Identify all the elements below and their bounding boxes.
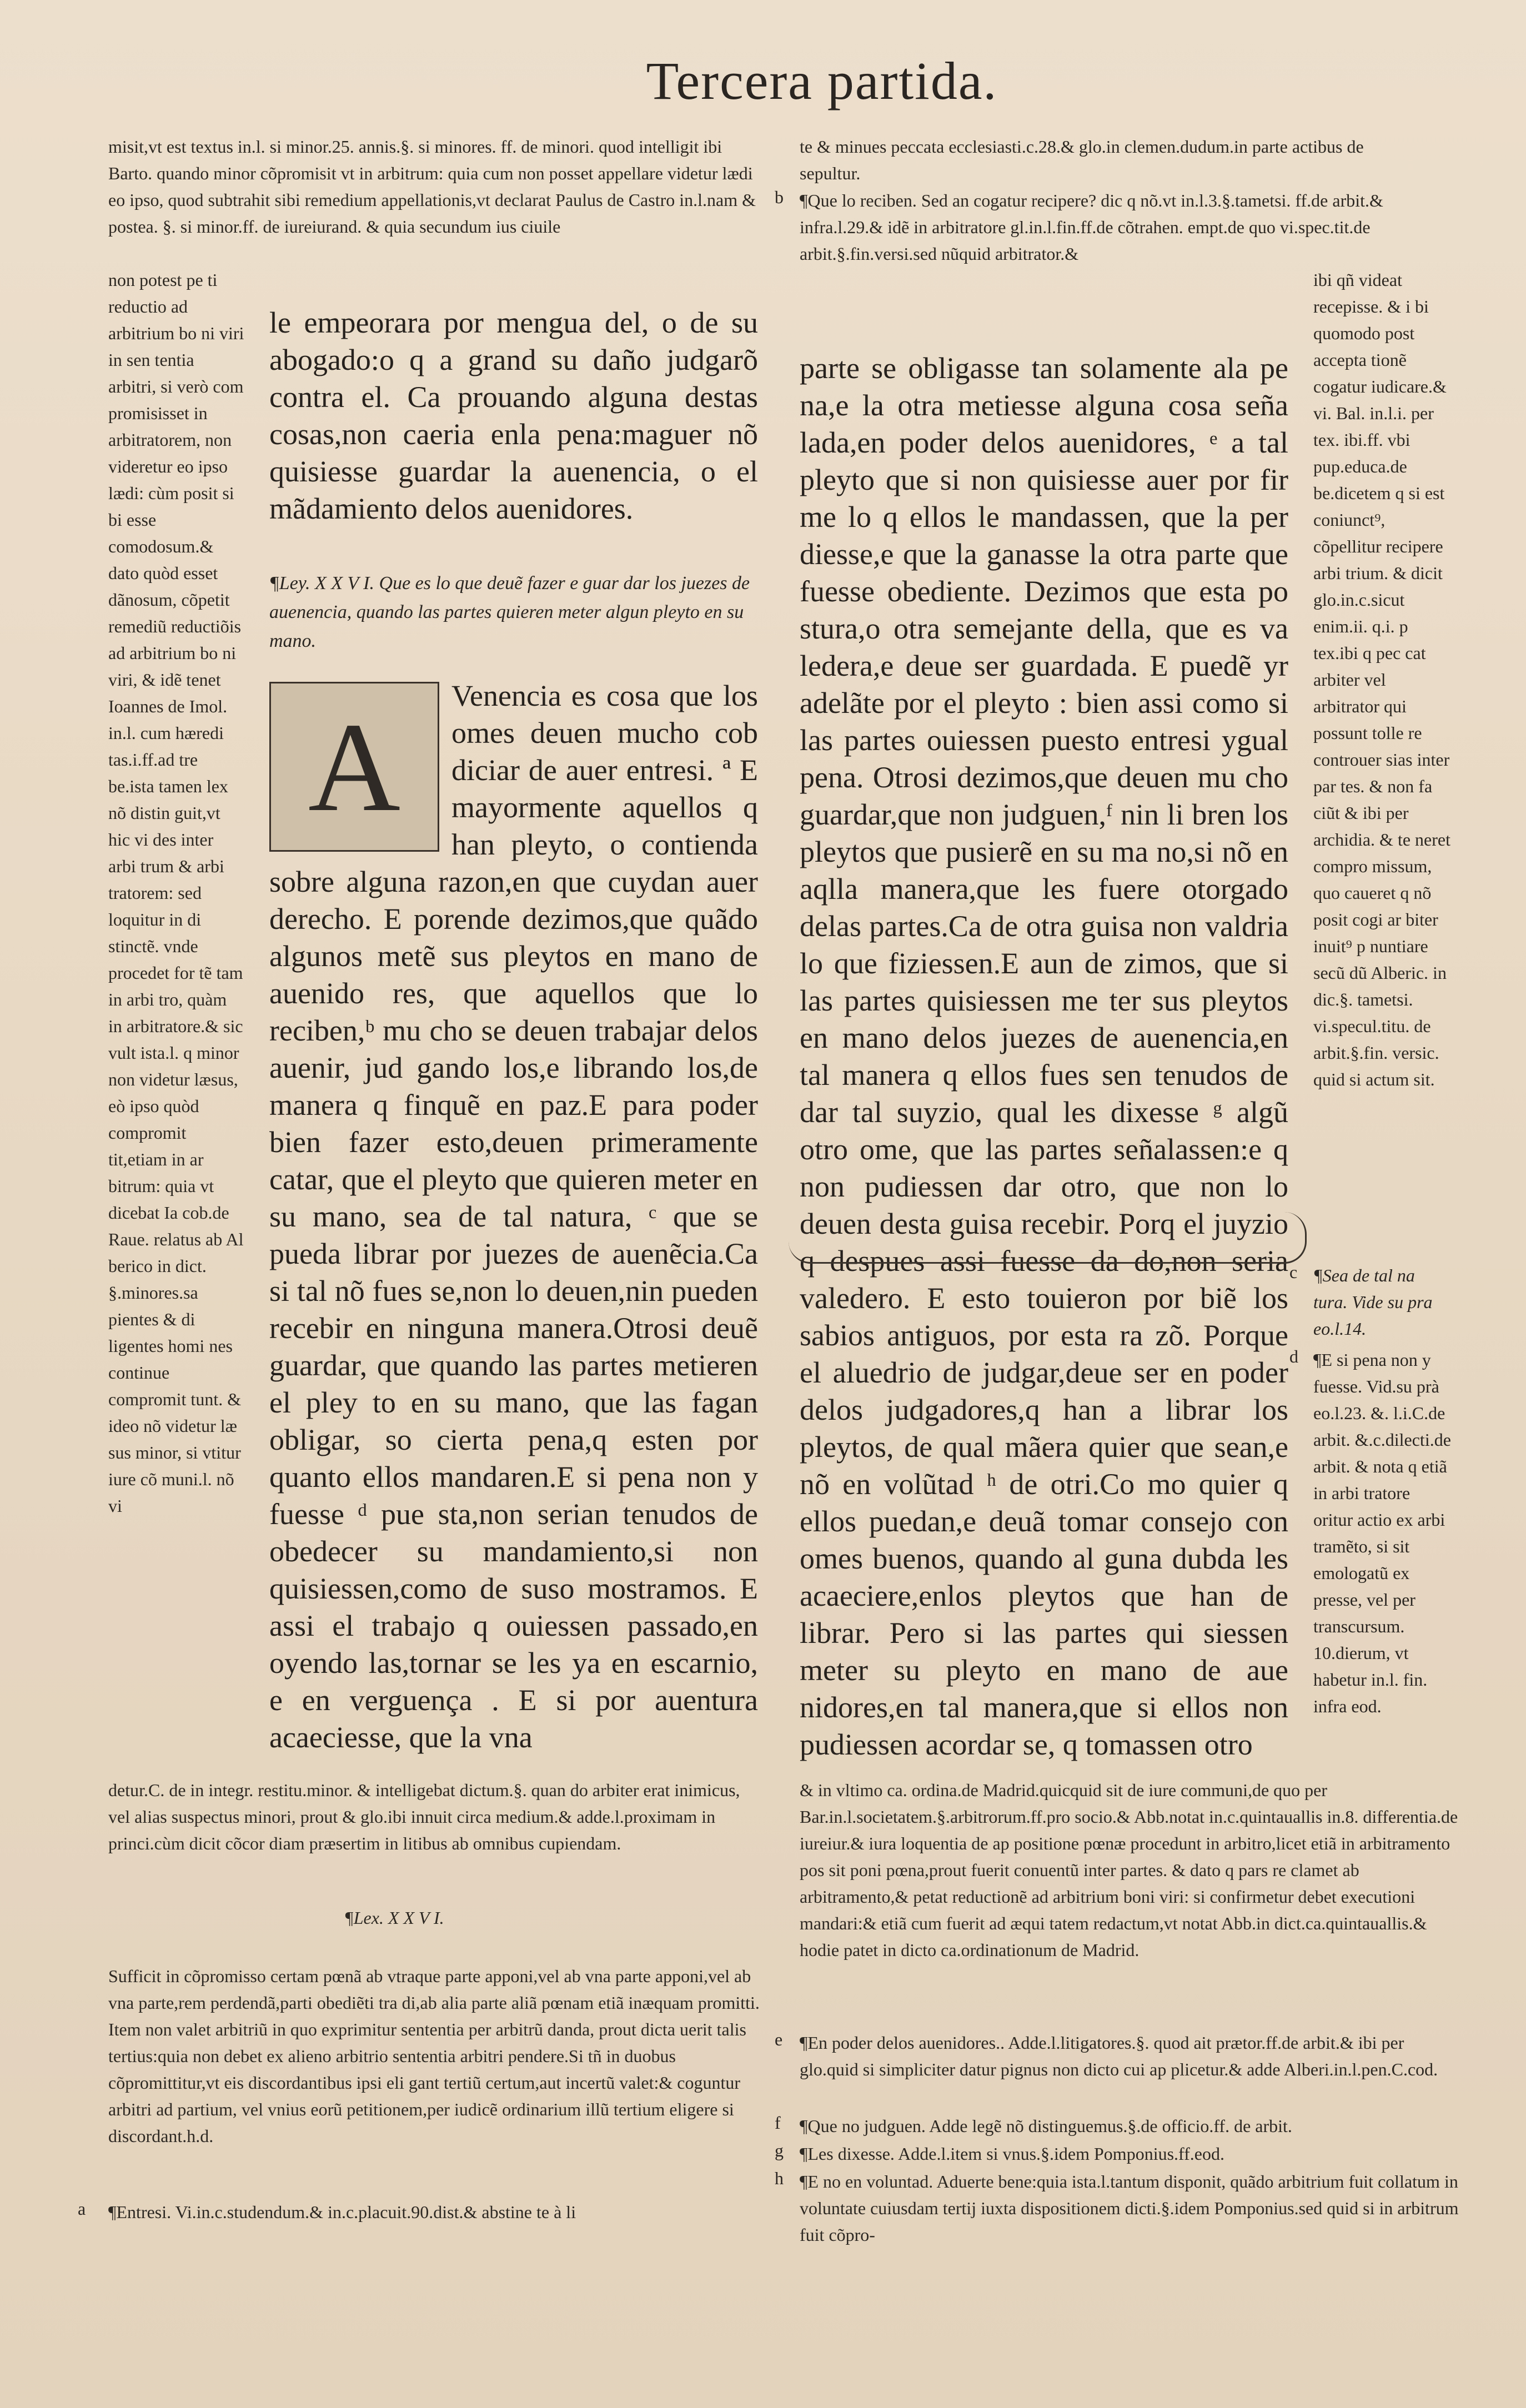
gloss-h-label: h [775,2168,784,2188]
ink-bracket-annotation [789,1212,1307,1264]
left-margin-gloss: non potest pe ti reductio ad arbitrium bo ni viri in sen tentia arbitri, si verò com promisisset in arbitratorem, non videretur eo ipso lædi: cùm posit si bi esse comodosum.& dato quòd esset dãnosum, cõpetit remediũ reductiõis ad arbitrium bo ni viri, & idẽ tenet Ioannes de Imol. in.l. cum hæredi tas.i.ff.ad tre be.ista tamen lex nõ distin guit,vt hic vi des inter arbi trum & arbi tratorem: sed loquitur in di stinctẽ. vnde procedet for tẽ tam in arbi tro, quàm in arbitratore.& sic vult ista.l. q minor non videtur læsus, eò ipso quòd compromit tit,etiam in ar bitrum: quia vt dicebat Ia cob.de Raue. relatus ab Al berico in dict. §.minores.sa pientes & di ligentes homi nes continue compromit tunt. & ideo nõ videtur læ sus minor, si vtitur iure cõ muni.l. nõ vi [108,270,244,1516]
main-text-right: parte se obligasse tan solamente ala pe na,e la otra metiesse alguna cosa seña lada,en poder delos auenidores, ᵉ a tal pleyto que si non quisiesse auer por fir me lo q ellos le mandassen, que la per diesse,e que la ganasse la otra parte que fuesse obediente. Dezimos que esta po stura,o otra semejante della, que es va ledera,e deue ser guardada. E puedẽ yr adelãte por el pleyto : bien assi como si las partes ouiessen puesto entresi ygual pena. Otrosi dezimos,que deuen mu cho guardar,que non judguen,ᶠ nin li bren los pleytos que pusierẽ en su ma no,si nõ en aqlla manera,que les fuere otorgado delas partes.Ca de otra guisa non valdria lo que fiziessen.E aun de zimos, que si las partes quisiessen me ter sus pleytos en mano delos juezes de auenencia,en tal manera q ellos fues sen tenudos de dar tal suyzio, qual les dixesse ᵍ algũ otro ome, que las partes señalassen:e q non pudiessen dar otro, que non lo deuen desta guisa recebir. Porq el juyzio q despues assi fuesse da do,non seria valedero. E esto touieron por biẽ los sabios antiguos, por esta ra zõ. Porque el aluedrio de judgar,deue ser en poder delos judgadores,q han a librar los pleytos, de qual mãera quier que sean,e nõ en volũtad ʰ de otri.Co mo quier q ellos puedan,e deuã tomar consejo con omes buenos, quando al guna dubda les acaeciere,enlos pleytos que han de librar. Pero si las partes qui siessen meter su pleyto en mano de aue nidores,en tal manera,que si ellos non pudiessen acordar se, q tomassen otro [800,351,1288,1761]
gloss-a: ¶Entresi. Vi.in.c.studendum.& in.c.placuit.90.dist.& abstine te à li [108,2202,576,2222]
top-gloss-right: te & minues peccata ecclesiasti.c.28.& glo.in clemen.dudum.in parte actibus de sepultur. [800,137,1364,183]
bottom-gloss-left-1: detur.C. de in integr. restitu.minor. & intelligebat dictum.§. quan do arbiter erat inimicus, vel alias suspectus minori, prout & glo.ibi innuit circa medium.& adde.l.proximam in princi.cùm dicit cõcor diam præsertim in litibus ab omnibus cupiendam. [108,1780,740,1853]
gloss-a-label: a [78,2199,86,2219]
gloss-f-label: f [775,2113,781,2133]
decorated-initial: A [269,682,439,852]
lex-label: ¶Lex. X X V I. [344,1908,444,1928]
gloss-g-label: g [775,2140,784,2160]
law-body-text: Venencia es cosa que los omes deuen mucho cob diciar de auer entresi. ª E mayormente aquellos q han pleyto, o contienda sobre alguna razon,en que cuydan auer derecho. E porende dezimos,que quãdo algunos metẽ sus pleytos en mano de auenido res, que aquellos que lo reciben,ᵇ mu cho se deuen trabajar delos auenir, jud gando los,e librando los,de manera q finquẽ en paz.E para poder bien fazer esto,deuen primeramente catar, que el pleyto que quieren meter en su mano, sea de tal natura, ᶜ que se pueda librar por juezes de auenẽcia.Ca si tal nõ fues se,non lo deuen,nin pueden recebir en ninguna manera.Otrosi deuẽ guardar, que quando las partes metieren el pley to en su mano, que las fagan obligar, so cierta pena,q esten por quanto ellos mandaren.E si pena non y fuesse ᵈ pue sta,non serian tenudos de obedecer su mandamiento,si non quisiessen,como de suso mostramos. E assi el trabajo q ouiessen passado,en oyendo las,tornar se les ya en escarnio, e en verguença . E si por auentura acaeciesse, que la vna [269,679,758,1754]
gloss-g: ¶Les dixesse. Adde.l.item si vnus.§.idem Pomponius.ff.eod. [800,2144,1224,2164]
margin-d-label: d [1289,1346,1298,1366]
gloss-b-label: b [775,187,784,207]
margin-note-d: ¶E si pena non y fuesse. Vid.su prà eo.l.23. &. l.i.C.de arbit. &.c.dilecti.de arbit. & nota q etiã in arbi tratore oritur actio ex arbi tramẽto, si sit emologatũ ex presse, vel per transcursum. 10.dierum, vt habetur in.l. fin. infra eod. [1313,1350,1451,1716]
gloss-e: ¶En poder delos auenidores.. Adde.l.litigatores.§. quod ait prætor.ff.de arbit.& ibi per glo.quid si simpliciter datur pignus non dicto cui ap plicetur.& adde Alberi.in.l.pen.C.cod. [800,2033,1438,2079]
gloss-b: ¶Que lo reciben. Sed an cogatur recipere? dic q nõ.vt in.l.3.§.tametsi. ff.de arbit.& infra.l.29.& idẽ in arbitratore gl.in.l.fin.ff.de cõtrahen. empt.de quo vi.spec.tit.de arbit.§.fin.versi.sed nũquid arbitrator.& [800,190,1383,264]
bottom-gloss-right-1: & in vltimo ca. ordina.de Madrid.quicquid sit de iure communi,de quo per Bar.in.l.societatem.§.arbitrorum.ff.pro socio.& Abb.notat in.c.quintauallis in.8. differentia.de iureiur.& iura loquentia de ap positione pœnæ procedunt in arbitro,licet etiã in arbitramento pos sit poni pœna,prout fuerit conuentũ inter partes. & dato q pars re clamet ab arbitramento,& petat reductionẽ ad arbitrium boni viri: si confirmetur debet executioni mandari:& etiã cum fuerit ad æqui tatem redactum,vt notat Abb.in dict.ca.quintauallis.& hodie patet in dicto ca.ordinationum de Madrid. [800,1780,1458,1960]
bottom-gloss-left-2: Sufficit in cõpromisso certam pœnã ab vtraque parte apponi,vel ab vna parte apponi,vel ab vna parte,rem perdendã,parti obediẽti tra di,ab alia parte aliã pœnam etiã inæquam promitti. Item non valet arbitriũ in quo exprimitur sententia per arbitrũ danda, prout dicta uerit talis tertius:quia non debet ex alieno arbitrio sententia arbitri pendere.Si tñ in duobus cõpromittitur,vt eis discordantibus ipsi eli gant tertiũ certum,aut incertũ valet:& coguntur arbitri ad partium, vel vnius eorũ petitionem,per iudicẽ ordinarium illũ tertium eligere si discordant.h.d. [108,1966,760,2146]
margin-note-c: ¶Sea de tal na tura. Vide su pra eo.l.14. [1313,1265,1433,1339]
top-gloss-left: misit,vt est textus in.l. si minor.25. annis.§. si minores. ff. de minori. quod intelligit ibi Barto. quando minor cõpromisit vt in arbitrum: quia cum non posset appellare videtur lædi eo ipso, quod subtrahit sibi remedium appellationis,vt declarat Paulus de Castro in.l.nam & postea. §. si minor.ff. de iureiurand. & quia secundum ius ciuile [108,137,756,237]
main-text-left-1: le empeorara por mengua del, o de su abogado:o q a grand su daño judgarõ contra el. Ca prouando alguna destas cosas,non caeria enla pena:maguer nõ quisiesse guardar la auenencia, o el mãdamiento delos auenidores. [269,306,758,525]
ley-heading: ¶Ley. X X V I. Que es lo que deuẽ fazer e guar dar los juezes de auenencia, quando las partes quieren meter algun pleyto en su mano. [269,573,750,651]
main-text-left-2 [269,677,758,1756]
gloss-f: ¶Que no judguen. Adde legẽ nõ distinguemus.§.de officio.ff. de arbit. [800,2116,1292,2136]
margin-c-label: c [1289,1262,1298,1282]
gloss-h: ¶E no en voluntad. Aduerte bene:quia ista.l.tantum disponit, quãdo arbitrium fuit collatum in voluntate cuiusdam tertij iuxta dispositionem dicti.§.idem Pomponius.sed quid si in arbitrum fuit cõpro- [800,2171,1459,2245]
right-margin-gloss: ibi qñ videat recepisse. & i bi quomodo post accepta tionẽ cogatur iudicare.& vi. Bal. in.l.i. per tex. ibi.ff. vbi pup.educa.de be.dicetem q si est coniunct⁹, cõpellitur recipere arbi trium. & dicit glo.in.c.sicut enim.ii. q.i. p tex.ibi q pec cat arbiter vel arbitrator qui possunt tolle re controuer sias inter par tes. & non fa ciũt & ibi per archidia. & te neret compro missum, quo caueret q nõ posit cogi ar biter inuit⁹ p nuntiare secũ dũ Alberic. in dic.§. tametsi. vi.specul.titu. de arbit.§.fin. versic. quid si actum sit. [1313,270,1450,1089]
running-head: Tercera partida. [646,51,998,110]
gloss-e-label: e [775,2029,783,2049]
